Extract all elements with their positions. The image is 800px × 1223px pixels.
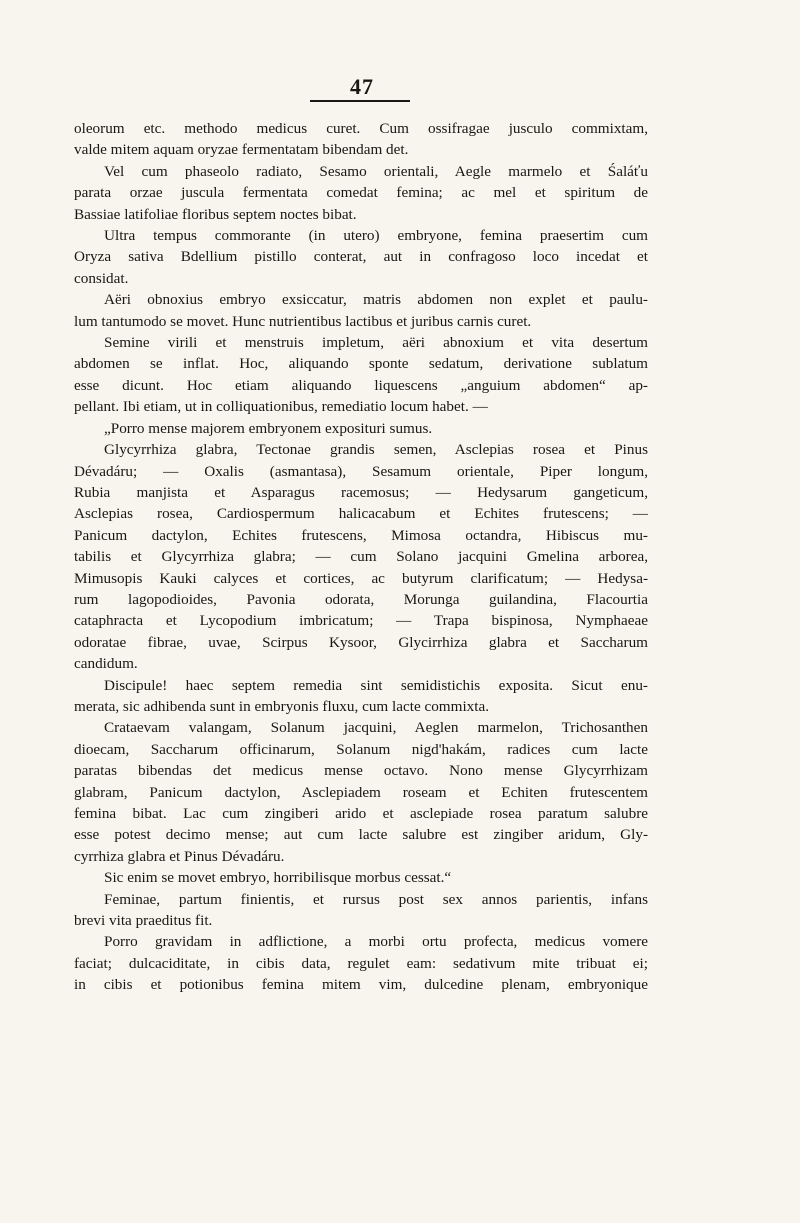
text-line: valde mitem aquam oryzae fermentatam bibendam det. xyxy=(74,141,409,159)
text-line: Panicum dactylon, Echites frutescens, Mimosa octandra, Hibiscus mu- xyxy=(74,526,648,544)
text-line: brevi vita praeditus fit. xyxy=(74,912,213,930)
text-line: Sic enim se movet embryo, horribilisque morbus cessat.“ xyxy=(104,869,452,887)
text-line: Rubia manjista et Asparagus racemosus; — Hedysarum gangeticum, xyxy=(74,483,648,501)
text-line: cataphracta et Lycopodium imbricatum; — Trapa bispinosa, Nymphaeae xyxy=(74,612,648,630)
text-line: esse potest decimo mense; aut cum lacte salubre est zingiber aridum, Gly- xyxy=(74,826,648,844)
text-line: Mimusopis Kauki calyces et cortices, ac butyrum clarificatum; — Hedysa- xyxy=(74,569,648,587)
text-line: Aëri obnoxius embryo exsiccatur, matris abdomen non explet et paulu- xyxy=(104,291,648,309)
text-line: Glycyrrhiza glabra, Tectonae grandis semen, Asclepias rosea et Pinus xyxy=(104,441,648,459)
text-line: cyrrhiza glabra et Pinus Dévadáru. xyxy=(74,847,285,865)
text-line: Asclepias rosea, Cardiospermum halicacabum et Echites frutescens; — xyxy=(74,505,648,523)
text-line: Semine virili et menstruis impletum, aëri abnoxium et vita desertum xyxy=(104,334,648,352)
text-line: in cibis et potionibus femina mitem vim, dulcedine plenam, embryonique xyxy=(74,976,648,994)
page-number: 47 xyxy=(350,74,374,99)
text-line: faciat; dulcaciditate, in cibis data, regulet eam: sedativum mite tribuat ei; xyxy=(74,954,648,972)
text-line: paratas bibendas det medicus mense octavo. Nono mense Glycyrrhizam xyxy=(74,762,648,780)
text-line: Bassiae latifoliae floribus septem noctes bibat. xyxy=(74,205,357,223)
text-line: odoratae fibrae, uvae, Scirpus Kysoor, Glycirrhiza glabra et Saccharum xyxy=(74,633,648,651)
text-line: Vel cum phaseolo radiato, Sesamo orientali, Aegle marmelo et Śaláťu xyxy=(104,162,648,180)
text-line: considat. xyxy=(74,269,129,287)
text-line: tabilis et Glycyrrhiza glabra; — cum Solano jacquini Gmelina arborea, xyxy=(74,548,648,566)
page-header xyxy=(312,74,412,100)
text-line: „Porro mense majorem embryonem expositurі sumus. xyxy=(104,419,433,437)
text-line: oleorum etc. methodo medicus curet. Cum ossifragae jusculo commixtam, xyxy=(74,120,648,137)
text-line: candidum. xyxy=(74,655,138,673)
text-line: Dévadáru; — Oxalis (asmantasa), Sesamum orientale, Piper longum, xyxy=(74,462,648,480)
text-line: Porro gravidam in adflictione, a morbi ortu profecta, medicus vomere xyxy=(104,933,648,951)
text-line: esse dicunt. Hoc etiam aliquando liquescens „anguium abdomen“ ap- xyxy=(74,376,648,394)
text-line: Oryza sativa Bdellium pistillo conterat, aut in confragoso loco incedat et xyxy=(74,248,648,266)
text-line: Ultra tempus commorante (in utero) embryone, femina praesertim cum xyxy=(104,227,648,245)
text-line: Discipule! haec septem remedia sint semidistichis exposita. Sicut enu- xyxy=(104,676,648,694)
text-line: femina bibat. Lac cum zingiberi arido et asclepiade rosea paratum salubre xyxy=(74,805,648,822)
text-line: parata orzae juscula fermentata comedat femina; ac mel et spiritum de xyxy=(74,184,648,202)
text-line: Crataevam valangam, Solanum jacquini, Aeglen marmelon, Trichosanthen xyxy=(104,719,648,737)
header-rule xyxy=(310,100,410,102)
text-line: merata, sic adhibenda sunt in embryonis fluxu, cum lacte commixta. xyxy=(74,697,490,715)
text-line: glabram, Panicum dactylon, Asclepiadem roseam et Echiten frutescentem xyxy=(74,783,648,801)
text-line: rum lagopodioides, Pavonia odorata, Morunga guilandina, Flacourtia xyxy=(74,590,648,608)
text-line: abdomen se inflat. Hoc, aliquando sponte sedatum, derivatione sublatum xyxy=(74,355,648,373)
text-line: Feminae, partum finientis, et rursus post sex annos parientis, infans xyxy=(104,890,648,908)
text-line: dioecam, Saccharum officinarum, Solanum nigd'hakám, radices cum lacte xyxy=(74,740,648,758)
text-line: lum tantumodo se movet. Hunc nutrientibus lactibus et juribus carnis curet. xyxy=(74,312,532,330)
text-line: pellant. Ibi etiam, ut in colliquationibus, remediatio locum habet. — xyxy=(74,398,488,416)
body-text xyxy=(74,118,648,996)
